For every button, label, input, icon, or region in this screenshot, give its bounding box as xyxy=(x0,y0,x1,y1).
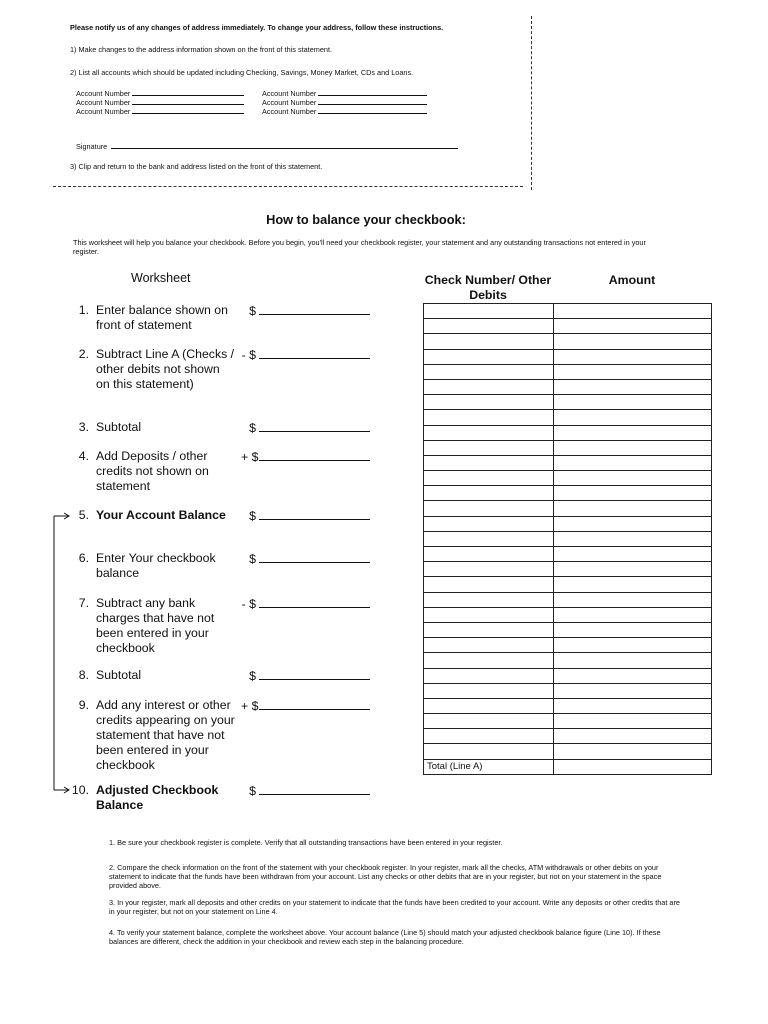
amount-cell[interactable] xyxy=(553,304,711,319)
amount-sign: $ xyxy=(249,552,256,566)
account-number-field[interactable] xyxy=(262,106,442,116)
account-number-label: Account Number xyxy=(76,98,131,107)
signature-blank[interactable] xyxy=(111,141,458,149)
balance-intro: This worksheet will help you balance your checkbook. Before you begin, you'll need your checkbook register, your statement and any outstanding transactions not entered in your register. xyxy=(73,238,646,256)
instruction-item: 3. In your register, mark all deposits and other credits on your statement to indicate that the funds have been credited to your account. Write any deposits or other credits that are in your register, but not on your statement on Line 4. xyxy=(109,898,680,916)
step-number: 9. xyxy=(78,698,89,712)
signature-line[interactable] xyxy=(76,141,458,151)
step-number: 3. xyxy=(78,420,89,434)
amount-cell[interactable] xyxy=(553,622,711,637)
check-number-cell[interactable] xyxy=(424,349,554,364)
step-number: 8. xyxy=(78,668,89,682)
amount-sign: $ xyxy=(249,304,256,318)
check-number-cell[interactable] xyxy=(424,455,554,470)
amount-cell[interactable] xyxy=(553,714,711,729)
check-row xyxy=(424,440,712,455)
amount-blank[interactable] xyxy=(259,596,370,608)
check-number-cell[interactable] xyxy=(424,653,554,668)
instruction-item: 4. To verify your statement balance, complete the worksheet above. Your account balance (Line 5) should match your adjusted checkbook balance figure (Line 10). If these balances are different, check the addition in your checkbook and review each step in the balancing procedure. xyxy=(109,928,661,946)
amount-blank[interactable] xyxy=(259,449,370,461)
instruction-item: 1. Be sure your checkbook register is complete. Verify that all outstanding transactions have been entered in your register. xyxy=(109,838,503,847)
amount-cell[interactable] xyxy=(553,501,711,516)
check-row xyxy=(424,729,712,744)
check-number-cell[interactable] xyxy=(424,683,554,698)
step-amount-field[interactable] xyxy=(241,596,369,612)
amount-blank[interactable] xyxy=(259,420,370,432)
amount-blank[interactable] xyxy=(259,783,370,795)
check-row xyxy=(424,562,712,577)
amount-cell[interactable] xyxy=(553,379,711,394)
amount-cell[interactable] xyxy=(553,668,711,683)
check-number-cell[interactable] xyxy=(424,562,554,577)
check-number-cell[interactable] xyxy=(424,471,554,486)
check-row xyxy=(424,714,712,729)
check-row xyxy=(424,379,712,394)
check-row xyxy=(424,364,712,379)
amount-blank[interactable] xyxy=(259,668,370,680)
total-amount-cell[interactable] xyxy=(553,759,711,774)
account-number-field[interactable] xyxy=(76,106,262,116)
amount-cell[interactable] xyxy=(553,577,711,592)
address-step-1: 1) Make changes to the address information shown on the front of this statement. xyxy=(70,45,333,54)
check-number-cell[interactable] xyxy=(424,638,554,653)
check-row xyxy=(424,622,712,637)
check-row xyxy=(424,304,712,319)
amount-cell[interactable] xyxy=(553,410,711,425)
amount-cell[interactable] xyxy=(553,638,711,653)
step-amount-field[interactable] xyxy=(241,303,369,319)
check-number-cell[interactable] xyxy=(424,425,554,440)
step-text: Subtotal xyxy=(96,668,142,682)
check-number-cell[interactable] xyxy=(424,531,554,546)
check-number-cell[interactable] xyxy=(424,577,554,592)
check-number-cell[interactable] xyxy=(424,622,554,637)
step-text: Your Account Balance xyxy=(96,508,226,522)
amount-sign: - $ xyxy=(241,348,256,362)
check-row xyxy=(424,607,712,622)
total-label: Total (Line A) xyxy=(424,759,554,774)
account-number-blank[interactable] xyxy=(318,106,427,114)
amount-cell[interactable] xyxy=(553,531,711,546)
check-row xyxy=(424,547,712,562)
account-number-blank[interactable] xyxy=(132,97,244,105)
check-number-cell[interactable] xyxy=(424,668,554,683)
check-number-cell[interactable] xyxy=(424,714,554,729)
amount-cell[interactable] xyxy=(553,471,711,486)
amount-cell[interactable] xyxy=(553,455,711,470)
check-row xyxy=(424,486,712,501)
step-number: 1. xyxy=(78,303,89,317)
step-text: Add any interest or other credits appearing on your statement that have not been entered in your checkbook xyxy=(96,698,235,772)
check-row xyxy=(424,698,712,713)
check-row xyxy=(424,638,712,653)
check-row xyxy=(424,425,712,440)
account-number-blank[interactable] xyxy=(318,88,427,96)
amount-sign: - $ xyxy=(241,597,256,611)
check-number-cell[interactable] xyxy=(424,364,554,379)
check-row xyxy=(424,501,712,516)
step-text: Enter Your checkbook balance xyxy=(96,551,216,580)
amount-cell[interactable] xyxy=(553,562,711,577)
step-text: Enter balance shown on front of statement xyxy=(96,303,228,332)
amount-blank[interactable] xyxy=(259,347,370,359)
total-row xyxy=(424,759,712,774)
step-amount-field[interactable] xyxy=(241,508,369,524)
check-number-cell[interactable] xyxy=(424,440,554,455)
amount-cell[interactable] xyxy=(553,547,711,562)
amount-cell[interactable] xyxy=(553,440,711,455)
check-row xyxy=(424,410,712,425)
check-row xyxy=(424,455,712,470)
amount-cell[interactable] xyxy=(553,425,711,440)
step-amount-field[interactable] xyxy=(241,449,369,465)
check-number-cell[interactable] xyxy=(424,334,554,349)
page-title: How to balance your checkbook: xyxy=(266,212,466,227)
amount-sign: $ xyxy=(249,669,256,683)
amount-cell[interactable] xyxy=(553,516,711,531)
amount-cell[interactable] xyxy=(553,729,711,744)
signature-label: Signature xyxy=(76,142,108,151)
amount-blank[interactable] xyxy=(259,698,370,710)
check-number-cell[interactable] xyxy=(424,486,554,501)
step-number: 10. xyxy=(71,783,89,797)
check-number-cell[interactable] xyxy=(424,607,554,622)
amount-cell[interactable] xyxy=(553,364,711,379)
account-number-label: Account Number xyxy=(76,107,131,116)
amount-blank[interactable] xyxy=(259,508,370,520)
step-number: 2. xyxy=(78,347,89,361)
check-row xyxy=(424,577,712,592)
check-number-cell[interactable] xyxy=(424,744,554,759)
amount-cell[interactable] xyxy=(553,683,711,698)
check-row xyxy=(424,395,712,410)
check-row xyxy=(424,683,712,698)
check-row xyxy=(424,744,712,759)
amount-cell[interactable] xyxy=(553,698,711,713)
check-row xyxy=(424,334,712,349)
step-amount-field[interactable] xyxy=(241,668,369,684)
account-number-label: Account Number xyxy=(262,89,317,98)
account-number-label: Account Number xyxy=(76,89,131,98)
step-amount-field[interactable] xyxy=(241,420,369,436)
address-step-2: 2) List all accounts which should be updated including Checking, Savings, Money Market, CDs and Loans. xyxy=(70,68,414,77)
worksheet-heading: Worksheet xyxy=(131,271,191,285)
amount-cell[interactable] xyxy=(553,486,711,501)
amount-blank[interactable] xyxy=(259,551,370,563)
account-number-label: Account Number xyxy=(262,98,317,107)
check-number-cell[interactable] xyxy=(424,547,554,562)
step-number: 4. xyxy=(78,449,89,463)
account-number-label: Account Number xyxy=(262,107,317,116)
account-number-blank[interactable] xyxy=(132,88,244,96)
account-number-blank[interactable] xyxy=(132,106,244,114)
amount-cell[interactable] xyxy=(553,653,711,668)
check-table xyxy=(423,303,712,775)
step-amount-field[interactable] xyxy=(241,551,369,567)
amount-sign: + $ xyxy=(241,699,259,713)
amount-blank[interactable] xyxy=(259,303,370,315)
check-row xyxy=(424,653,712,668)
amount-header: Amount xyxy=(608,273,656,287)
step-number: 5. xyxy=(78,508,89,522)
step-text: Subtotal xyxy=(96,420,142,434)
check-row xyxy=(424,471,712,486)
check-row xyxy=(424,319,712,334)
amount-cell[interactable] xyxy=(553,334,711,349)
amount-sign: + $ xyxy=(241,450,259,464)
step-amount-field[interactable] xyxy=(241,698,369,714)
amount-cell[interactable] xyxy=(553,592,711,607)
step-number: 7. xyxy=(78,596,89,610)
amount-cell[interactable] xyxy=(553,319,711,334)
instruction-item: 2. Compare the check information on the front of the statement with your checkbook register. In your register, mark all the checks, ATM withdrawals or other debits on your statement to indicate that the funds have been withdrawn from your account. List any checks or other debits that are in your register, but not on your statement in the space provided above. xyxy=(109,863,662,890)
step-text: Subtract Line A (Checks / other debits not shown on this statement) xyxy=(96,347,235,391)
bracket-arrow-icon xyxy=(48,508,82,798)
clip-line-horizontal xyxy=(53,186,523,187)
amount-cell[interactable] xyxy=(553,395,711,410)
step-text: Subtract any bank charges that have not been entered in your checkbook xyxy=(96,596,215,655)
check-number-cell[interactable] xyxy=(424,516,554,531)
amount-sign: $ xyxy=(249,784,256,798)
amount-cell[interactable] xyxy=(553,744,711,759)
check-number-cell[interactable] xyxy=(424,395,554,410)
check-number-cell[interactable] xyxy=(424,501,554,516)
check-row xyxy=(424,668,712,683)
account-number-fields xyxy=(76,88,456,115)
check-number-header: Check Number/ Other Debits xyxy=(424,273,552,302)
check-number-cell[interactable] xyxy=(424,698,554,713)
check-number-cell[interactable] xyxy=(424,304,554,319)
step-text: Adjusted Checkbook Balance xyxy=(96,783,219,812)
step-text: Add Deposits / other credits not shown on statement xyxy=(96,449,209,493)
check-number-cell[interactable] xyxy=(424,729,554,744)
address-change-notice: Please notify us of any changes of address immediately. To change your address, follow these instructions. xyxy=(70,23,444,32)
check-number-cell[interactable] xyxy=(424,319,554,334)
address-step-3: 3) Clip and return to the bank and address listed on the front of this statement. xyxy=(70,162,323,171)
amount-sign: $ xyxy=(249,421,256,435)
check-row xyxy=(424,592,712,607)
check-number-cell[interactable] xyxy=(424,410,554,425)
amount-cell[interactable] xyxy=(553,349,711,364)
step-number: 6. xyxy=(78,551,89,565)
amount-sign: $ xyxy=(249,509,256,523)
step-amount-field[interactable] xyxy=(241,783,369,799)
clip-line-vertical xyxy=(531,16,532,190)
amount-cell[interactable] xyxy=(553,607,711,622)
check-row xyxy=(424,531,712,546)
account-number-blank[interactable] xyxy=(318,97,427,105)
check-number-cell[interactable] xyxy=(424,379,554,394)
check-number-cell[interactable] xyxy=(424,592,554,607)
check-row xyxy=(424,516,712,531)
step-amount-field[interactable] xyxy=(241,347,369,363)
check-row xyxy=(424,349,712,364)
